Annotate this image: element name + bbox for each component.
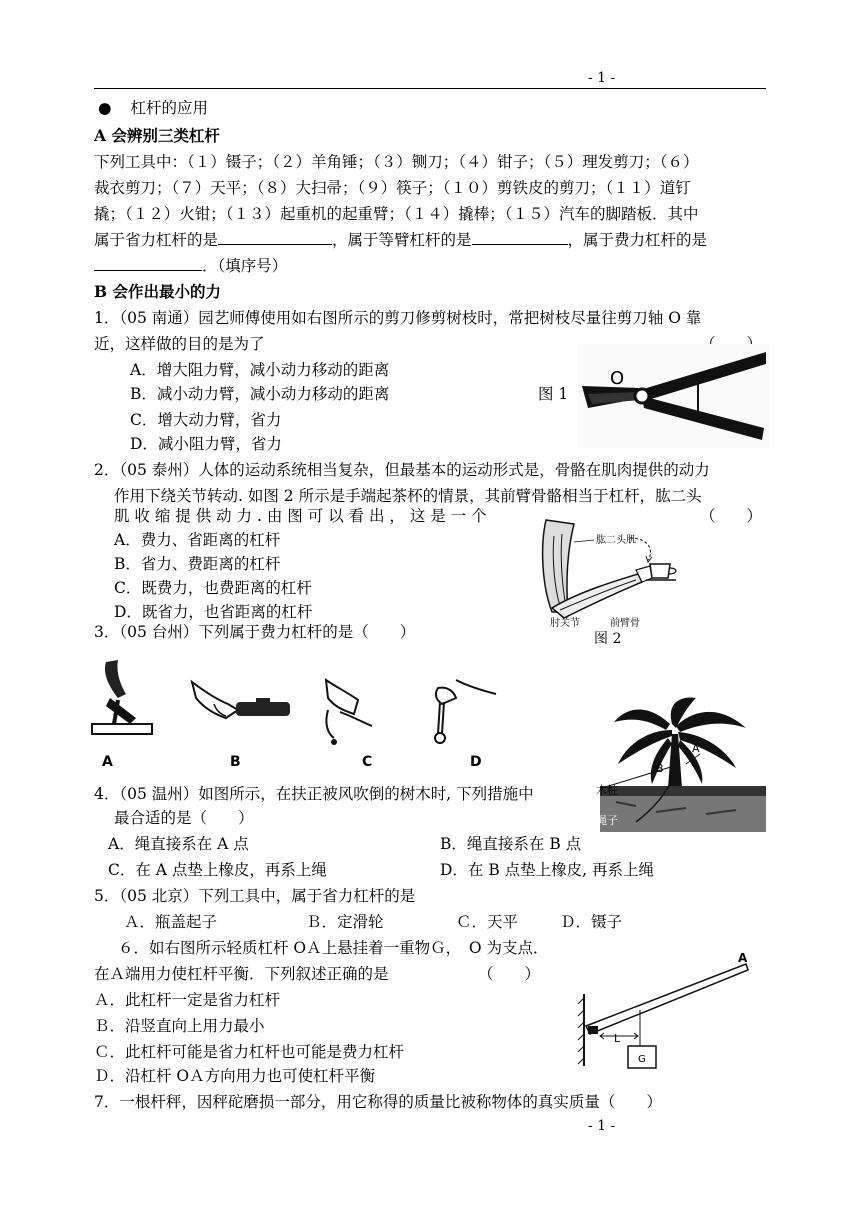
intro-line-5 [94, 254, 287, 276]
part-b-heading: B 会作出最小的力 [94, 282, 221, 301]
q4-line-2: 最合适的是（ ） [114, 809, 254, 827]
figure-4-a-label: A [692, 742, 700, 755]
tree-figure [596, 694, 768, 832]
q6-option-b: Ｂ．沿竖直向上用力最小 [94, 1017, 265, 1035]
tool-c-scissors-icon [326, 680, 372, 745]
section-heading [98, 96, 208, 118]
figure-6-a-label: A [738, 951, 748, 965]
q5-option-d: Ｄ．镊子 [560, 913, 623, 931]
q1-option-b: B．减小动力臂，减小动力移动的距离 [130, 385, 390, 403]
q5-option-a: Ａ．瓶盖起子 [124, 913, 218, 931]
q2-answer-paren: （ ） [700, 507, 763, 525]
figure-2-bone-label: 前臂骨 [610, 618, 640, 629]
bullet-icon: ● [98, 99, 112, 117]
q6-line-2: 在Ａ端用力使杠杆平衡．下列叙述正确的是 [94, 965, 389, 983]
q2-option-d: D．既省力，也省距离的杠杆 [114, 603, 313, 621]
intro-line-4 [94, 228, 707, 250]
q4-option-d: D．在 B 点垫上橡皮, 再系上绳 [440, 861, 655, 879]
figure-2-muscle-label: 肱二头肌 [596, 535, 636, 546]
figure-6-l-label: L [614, 1032, 621, 1045]
q4-option-a: A．绳直接系在 A 点 [108, 835, 249, 853]
q5-option-b: Ｂ．定滑轮 [306, 913, 384, 931]
section-title: 杠杆的应用 [130, 99, 208, 117]
figure-1-o-label: O [610, 368, 625, 389]
intro-text-lever-equal: ，属于等臂杠杆的是 [332, 231, 472, 249]
intro-line-3: 撬；（１２）火钳；（１３）起重机的起重臂；（１４）撬棒；（１５）汽车的脚踏板．其中 [94, 205, 699, 223]
page-number-bottom: - 1 - [588, 1118, 616, 1134]
figure-4-stake-label: 木桩 [596, 784, 618, 797]
q5-line-1: 5．（05 北京）下列工具中，属于省力杠杆的是 [94, 887, 416, 905]
figure-4-rope-label: 绳子 [596, 814, 618, 827]
tool-a-label: A [102, 754, 113, 770]
figure-2-caption: 图 2 [594, 631, 622, 647]
answer-blank-2[interactable] [472, 230, 568, 245]
intro-fill-hint: ．（填序号） [202, 257, 288, 275]
q1-line-2: 近，这样做的目的是为了 [94, 335, 265, 353]
answer-blank-3[interactable] [94, 256, 202, 271]
q4-option-b: B．绳直接系在 B 点 [440, 835, 582, 853]
q2-line-1: 2．（05 泰州）人体的运动系统相当复杂，但最基本的运动形式是，骨骼在肌肉提供的动力 [94, 461, 710, 479]
figure-2-joint-label: 肘关节 [550, 618, 580, 629]
q2-option-c: C．既费力，也费距离的杠杆 [114, 579, 312, 597]
q6-answer-paren: （ ） [478, 965, 541, 983]
arm-figure [538, 516, 688, 628]
tool-b-pliers-icon [192, 682, 290, 718]
q6-option-a: Ａ．此杠杆一定是省力杠杆 [94, 991, 281, 1009]
intro-line-2: 裁衣剪刀；（７）天平；（８）大扫帚；（９）筷子；（１０）剪铁皮的剪刀；（１１）道钉 [94, 179, 691, 197]
q1-option-a: A．增大阻力臂，减小动力移动的距离 [130, 361, 390, 379]
tool-a-hammer-icon [92, 660, 152, 734]
part-a-heading: A 会辨别三类杠杆 [94, 126, 220, 145]
q2-line-3: 肌 收 缩 提 供 动 力 . 由 图 可 以 看 出 ， 这 是 一 个 [114, 507, 487, 525]
q2-line-2: 作用下绕关节转动. 如图 2 所示是手端起茶杯的情景，其前臂骨骼相当于杠杆，肱二头 [114, 487, 702, 505]
tool-c-label: C [362, 754, 373, 770]
q6-line-1: ６．如右图所示轻质杠杆 OＡ上悬挂着一重物Ｇ， O 为支点． [118, 939, 549, 957]
q1-option-c: C．增大动力臂，省力 [130, 411, 282, 429]
lever-figure [576, 950, 772, 1070]
page-number-top: - 1 - [588, 70, 616, 86]
shears-figure [578, 344, 770, 448]
q6-option-d: Ｄ．沿杠杆 OＡ方向用力也可使杠杆平衡 [94, 1067, 376, 1085]
q7-line-1: 7．一根杆秤，因秤砣磨损一部分，用它称得的质量比被称物体的真实质量（ ） [94, 1093, 662, 1111]
q4-line-1: 4．（05 温州）如图所示，在扶正被风吹倒的树木时, 下列措施中 [94, 785, 534, 803]
tool-d-tweezers-icon [435, 680, 496, 743]
tool-b-label: B [230, 754, 241, 770]
q4-option-c: C．在 A 点垫上橡皮，再系上绳 [108, 861, 327, 879]
intro-text-lever-costly: ，属于费力杠杆的是 [567, 231, 708, 249]
tool-d-label: D [470, 754, 482, 770]
q2-option-a: A．费力、省距离的杠杆 [114, 531, 281, 549]
header-rule [94, 88, 766, 89]
figure-4-b-label: B [656, 762, 664, 775]
q2-option-b: B．省力、费距离的杠杆 [114, 555, 281, 573]
intro-line-1: 下列工具中：（１）镊子；（２）羊角锤；（３）铡刀；（４）钳子；（５）理发剪刀；（６） [94, 153, 699, 171]
q1-line-1: 1．（05 南通）园艺师傅使用如右图所示的剪刀修剪树枝时，常把树枝尽量往剪刀轴 O 靠 [94, 309, 702, 327]
q3-line-1: 3．（05 台州）下列属于费力杠杆的是（ ） [94, 623, 416, 641]
figure-6-g-label: G [638, 1054, 646, 1065]
q6-option-c: Ｃ．此杠杆可能是省力杠杆也可能是费力杠杆 [94, 1043, 405, 1061]
q3-tools-figure [88, 654, 508, 772]
figure-1-caption: 图 1 [538, 385, 569, 403]
intro-text-lever-saving: 属于省力杠杆的是 [94, 231, 219, 249]
answer-blank-1[interactable] [218, 230, 332, 245]
q1-option-d: D．减小阻力臂，省力 [130, 435, 282, 453]
q5-option-c: Ｃ．天平 [456, 913, 519, 931]
